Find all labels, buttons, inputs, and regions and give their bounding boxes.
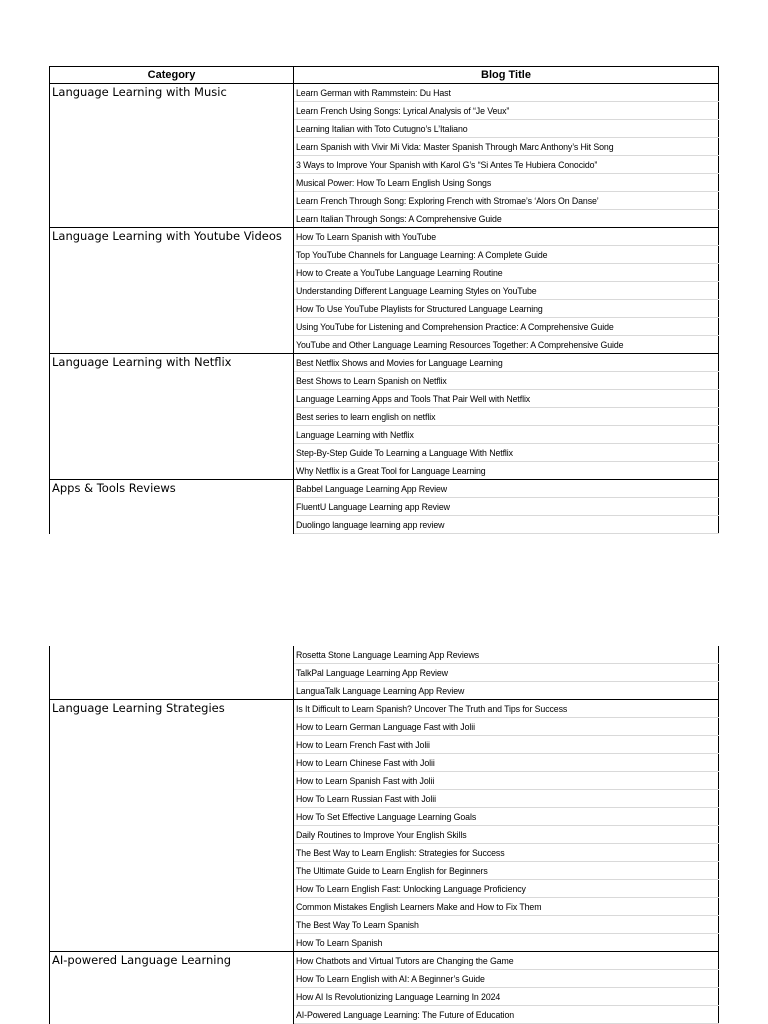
blog-table-continued [49, 646, 719, 1024]
blog-title-cell: Learn French Through Song: Exploring French with Stromae’s ‘Alors On Danse’ [294, 192, 719, 210]
blog-title-cell: Learn French Using Songs: Lyrical Analysis of “Je Veux” [294, 102, 719, 120]
blog-title-cell: FluentU Language Learning app Review [294, 498, 719, 516]
category-cell: Apps & Tools Reviews [50, 480, 294, 534]
blog-title-cell: Common Mistakes English Learners Make and How to Fix Them [294, 898, 719, 916]
blog-title-cell: YouTube and Other Language Learning Resources Together: A Comprehensive Guide [294, 336, 719, 354]
blog-title-cell: Top YouTube Channels for Language Learning: A Complete Guide [294, 246, 719, 264]
table-row [50, 354, 719, 372]
blog-title-cell: How To Learn English with AI: A Beginner’s Guide [294, 970, 719, 988]
blog-title-cell: Step-By-Step Guide To Learning a Language With Netflix [294, 444, 719, 462]
blog-title-cell: The Best Way to Learn English: Strategies for Success [294, 844, 719, 862]
blog-title-cell: Learn German with Rammstein: Du Hast [294, 84, 719, 102]
blog-title-cell: Daily Routines to Improve Your English Skills [294, 826, 719, 844]
blog-title-cell: The Ultimate Guide to Learn English for Beginners [294, 862, 719, 880]
blog-title-cell: Language Learning Apps and Tools That Pair Well with Netflix [294, 390, 719, 408]
blog-title-cell: Using YouTube for Listening and Comprehension Practice: A Comprehensive Guide [294, 318, 719, 336]
blog-title-cell: Learn Spanish with Vivir Mi Vida: Master Spanish Through Marc Anthony’s Hit Song [294, 138, 719, 156]
blog-title-cell: Understanding Different Language Learning Styles on YouTube [294, 282, 719, 300]
blog-title-cell: How To Learn English Fast: Unlocking Language Proficiency [294, 880, 719, 898]
blog-title-cell: How To Use YouTube Playlists for Structured Language Learning [294, 300, 719, 318]
table-row [50, 84, 719, 102]
blog-title-cell: How AI Is Revolutionizing Language Learning In 2024 [294, 988, 719, 1006]
blog-title-header: Blog Title [294, 67, 719, 84]
category-header: Category [50, 67, 294, 84]
blog-title-cell: How to Learn French Fast with Jolii [294, 736, 719, 754]
category-cell: Language Learning with Youtube Videos [50, 228, 294, 354]
blog-title-cell: How To Set Effective Language Learning Goals [294, 808, 719, 826]
blog-title-cell: Best series to learn english on netflix [294, 408, 719, 426]
blog-title-cell: How to Learn Spanish Fast with Jolii [294, 772, 719, 790]
category-cell [50, 646, 294, 700]
blog-title-cell: How to Learn German Language Fast with Jolii [294, 718, 719, 736]
blog-title-cell: Best Shows to Learn Spanish on Netflix [294, 372, 719, 390]
blog-title-cell: Why Netflix is a Great Tool for Language Learning [294, 462, 719, 480]
blog-title-cell: How Chatbots and Virtual Tutors are Changing the Game [294, 952, 719, 970]
blog-table-page-1 [49, 66, 718, 534]
blog-title-cell: How To Learn Russian Fast with Jolii [294, 790, 719, 808]
table-row [50, 228, 719, 246]
blog-title-cell: Is It Difficult to Learn Spanish? Uncover The Truth and Tips for Success [294, 700, 719, 718]
blog-title-cell: How to Create a YouTube Language Learning Routine [294, 264, 719, 282]
blog-title-cell: Language Learning with Netflix [294, 426, 719, 444]
blog-title-cell: AI-Powered Language Learning: The Future of Education [294, 1006, 719, 1024]
blog-title-cell: TalkPal Language Learning App Review [294, 664, 719, 682]
blog-table-page-2 [49, 646, 718, 1024]
blog-title-cell: Best Netflix Shows and Movies for Language Learning [294, 354, 719, 372]
table-row [50, 952, 719, 970]
blog-title-cell: The Best Way To Learn Spanish [294, 916, 719, 934]
header-row [50, 67, 719, 84]
blog-title-cell: 3 Ways to Improve Your Spanish with Karol G’s “Si Antes Te Hubiera Conocido” [294, 156, 719, 174]
category-cell: Language Learning with Netflix [50, 354, 294, 480]
blog-title-cell: Musical Power: How To Learn English Using Songs [294, 174, 719, 192]
blog-title-cell: How to Learn Chinese Fast with Jolii [294, 754, 719, 772]
blog-title-cell: Duolingo language learning app review [294, 516, 719, 534]
table-row [50, 700, 719, 718]
blog-title-cell: LanguaTalk Language Learning App Review [294, 682, 719, 700]
blog-title-cell: Babbel Language Learning App Review [294, 480, 719, 498]
blog-title-cell: How To Learn Spanish with YouTube [294, 228, 719, 246]
blog-table [49, 66, 719, 534]
blog-title-cell: Learning Italian with Toto Cutugno’s L’Italiano [294, 120, 719, 138]
category-cell: AI-powered Language Learning [50, 952, 294, 1024]
category-cell: Language Learning Strategies [50, 700, 294, 952]
table-row [50, 480, 719, 498]
category-cell: Language Learning with Music [50, 84, 294, 228]
blog-title-cell: Learn Italian Through Songs: A Comprehensive Guide [294, 210, 719, 228]
blog-title-cell: How To Learn Spanish [294, 934, 719, 952]
table-row [50, 646, 719, 664]
blog-title-cell: Rosetta Stone Language Learning App Reviews [294, 646, 719, 664]
